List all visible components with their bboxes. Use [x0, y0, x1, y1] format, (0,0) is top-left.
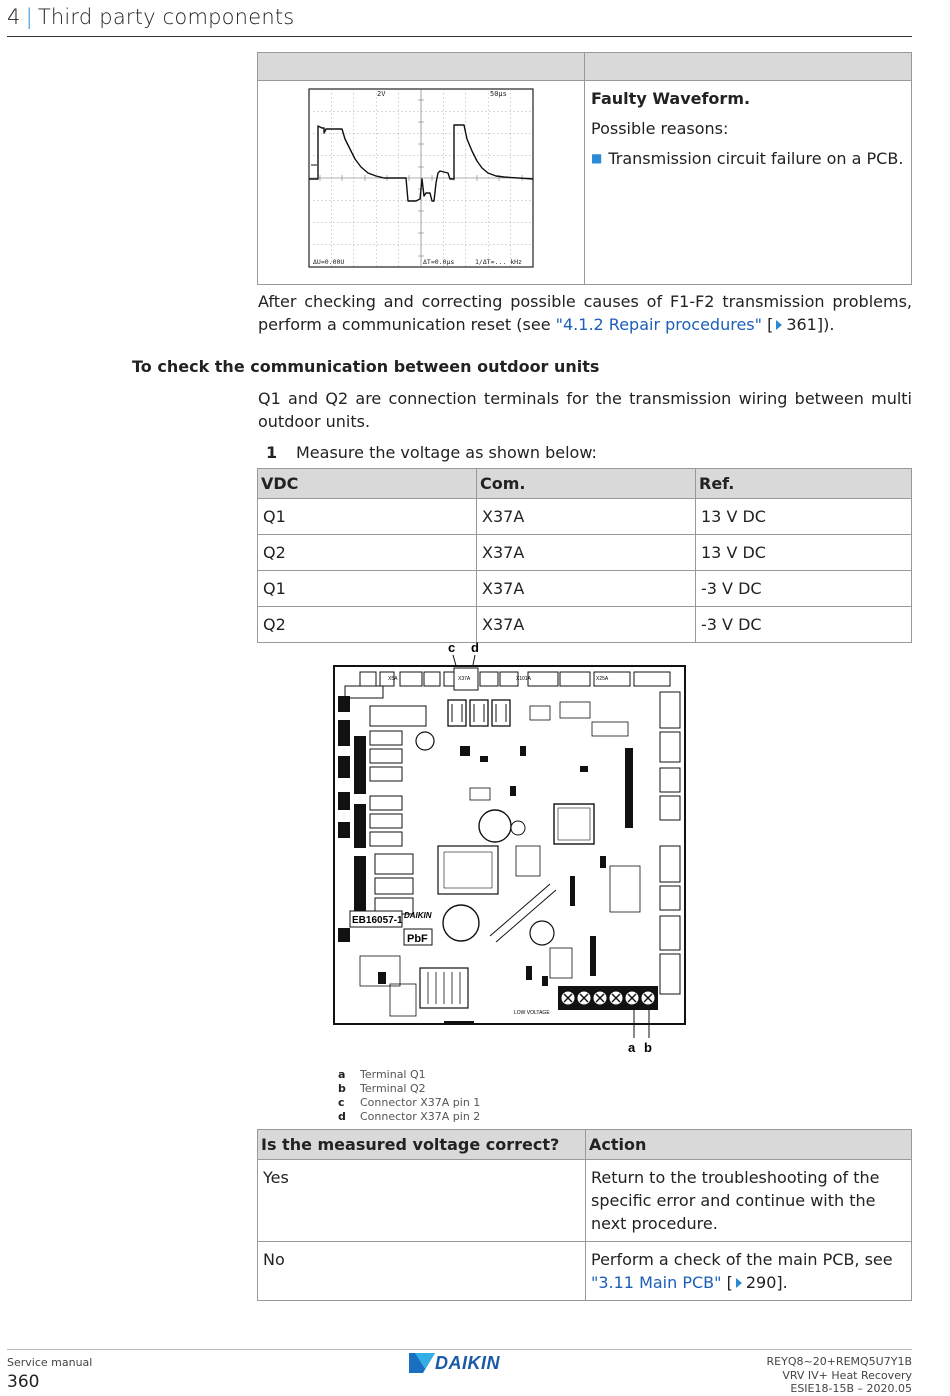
legend-text: Connector X37A pin 2	[360, 1110, 481, 1123]
no-action-text: Perform a check of the main PCB, see	[591, 1250, 893, 1269]
table-row	[258, 535, 912, 571]
daikin-logo	[409, 1352, 511, 1374]
legend-key: c	[338, 1096, 345, 1109]
footer-product: VRV IV+ Heat Recovery	[782, 1368, 912, 1382]
ref-page: 361	[786, 315, 817, 334]
page-header	[7, 5, 294, 29]
table-row	[258, 499, 912, 535]
possible-reasons-label: Possible reasons:	[591, 119, 729, 138]
repair-procedures-link[interactable]: "4.1.2 Repair procedures"	[555, 315, 762, 334]
table-row	[258, 1242, 912, 1301]
daikin-logo-icon	[409, 1352, 435, 1374]
footer-model: REYQ8~20+REMQ5U7Y1B	[766, 1355, 912, 1368]
footer-right	[767, 1355, 912, 1396]
pbf-mark: PbF	[407, 933, 428, 945]
header-separator: |	[25, 5, 33, 29]
page-ref-arrow-icon	[736, 1278, 742, 1288]
connector-x37a: X37A	[458, 676, 471, 682]
ref-close: ]).	[816, 315, 835, 334]
step-1	[266, 441, 597, 464]
ref-open: [	[761, 315, 774, 334]
time-div-label: 50μs	[490, 90, 507, 98]
waveform-table-header-right	[585, 53, 912, 81]
daikin-logo-text: DAIKIN	[435, 1353, 500, 1373]
cell-vdc: Q1	[258, 571, 477, 607]
cell-vdc: Q1	[258, 499, 477, 535]
voltage-header-com: Com.	[477, 469, 696, 499]
callout-b: b	[644, 1040, 652, 1055]
readout-freq: 1/ΔT=... kHz	[475, 258, 522, 266]
cell-com: X37A	[477, 607, 696, 643]
ref-close: ].	[776, 1273, 788, 1292]
chapter-number: 4	[7, 5, 21, 29]
waveform-table	[257, 52, 912, 285]
low-voltage-label: LOW VOLTAGE	[514, 1010, 550, 1016]
connector-x25a: X25A	[596, 676, 609, 682]
ref-page: 290	[745, 1273, 777, 1292]
legend-key: b	[338, 1082, 346, 1095]
figure-legend	[334, 1068, 480, 1124]
chapter-title: Third party components	[37, 5, 295, 29]
step-text: Measure the voltage as shown below:	[296, 443, 597, 462]
legend-text: Terminal Q2	[360, 1082, 426, 1095]
cell-yes: Yes	[258, 1160, 586, 1242]
table-row	[258, 1160, 912, 1242]
cell-ref: -3 V DC	[696, 571, 912, 607]
waveform-table-header-left	[258, 53, 585, 81]
voltage-header-ref: Ref.	[696, 469, 912, 499]
footer-rule	[7, 1349, 912, 1350]
after-check-paragraph	[258, 290, 912, 336]
cell-vdc: Q2	[258, 535, 477, 571]
cell-vdc: Q2	[258, 607, 477, 643]
cell-com: X37A	[477, 499, 696, 535]
legend-text: Terminal Q1	[360, 1068, 426, 1081]
cell-com: X37A	[477, 571, 696, 607]
voltage-header-vdc: VDC	[258, 469, 477, 499]
board-brand: DAIKIN	[404, 911, 432, 920]
check-header-question: Is the measured voltage correct?	[258, 1130, 586, 1160]
legend-item	[334, 1082, 480, 1096]
callout-d: d	[471, 640, 479, 655]
section-title: To check the communication between outdoor units	[132, 357, 600, 376]
cell-ref: 13 V DC	[696, 499, 912, 535]
footer-doc-type: Service manual	[7, 1356, 93, 1369]
main-pcb-link[interactable]: "3.11 Main PCB"	[591, 1273, 722, 1292]
ref-open: [	[721, 1273, 733, 1292]
check-header-action: Action	[586, 1130, 912, 1160]
table-row	[258, 571, 912, 607]
footer-page-number: 360	[7, 1372, 40, 1392]
callout-a: a	[628, 1040, 636, 1055]
readout-dt: ΔT=0.0μs	[423, 258, 455, 266]
cell-no: No	[258, 1242, 586, 1301]
after-check-text: After checking and correcting possible causes of F1-F2 transmission problems, perform a communication reset (see	[258, 292, 912, 334]
step-number: 1	[266, 443, 278, 462]
legend-item	[334, 1096, 480, 1110]
header-rule	[7, 36, 912, 37]
check-table	[257, 1129, 912, 1301]
legend-text: Connector X37A pin 1	[360, 1096, 481, 1109]
volt-div-label: 2V	[377, 90, 386, 98]
reason-text: Transmission circuit failure on a PCB.	[608, 149, 904, 168]
faulty-waveform-title: Faulty Waveform.	[591, 89, 751, 108]
page-ref-arrow-icon	[776, 320, 782, 330]
legend-key: a	[338, 1068, 346, 1081]
voltage-table	[257, 468, 912, 643]
cell-yes-action: Return to the troubleshooting of the specific error and continue with the next procedure.	[586, 1160, 912, 1242]
section-intro: Q1 and Q2 are connection terminals for the transmission wiring between multi outdoor units.	[258, 389, 912, 431]
connector-x5a: X5A	[388, 676, 398, 682]
readout-dv: ΔU=0.00U	[313, 258, 345, 266]
bullet-icon: ■	[591, 151, 603, 165]
pcb-diagram	[320, 636, 700, 1058]
legend-item	[334, 1110, 480, 1124]
waveform-cell	[258, 81, 585, 285]
cell-ref: -3 V DC	[696, 607, 912, 643]
cell-no-action	[586, 1242, 912, 1301]
connector-x101a: X101A	[516, 676, 532, 682]
legend-key: d	[338, 1110, 346, 1123]
waveform-description-cell	[585, 81, 912, 285]
footer-doc-code: ESIE18-15B – 2020.05	[790, 1382, 912, 1395]
cell-com: X37A	[477, 535, 696, 571]
callout-c: c	[448, 640, 456, 655]
board-code: EB16057-1	[352, 915, 403, 926]
oscilloscope-waveform-figure	[258, 81, 578, 280]
legend-item	[334, 1068, 480, 1082]
cell-ref: 13 V DC	[696, 535, 912, 571]
reason-bullet-item	[591, 147, 905, 170]
